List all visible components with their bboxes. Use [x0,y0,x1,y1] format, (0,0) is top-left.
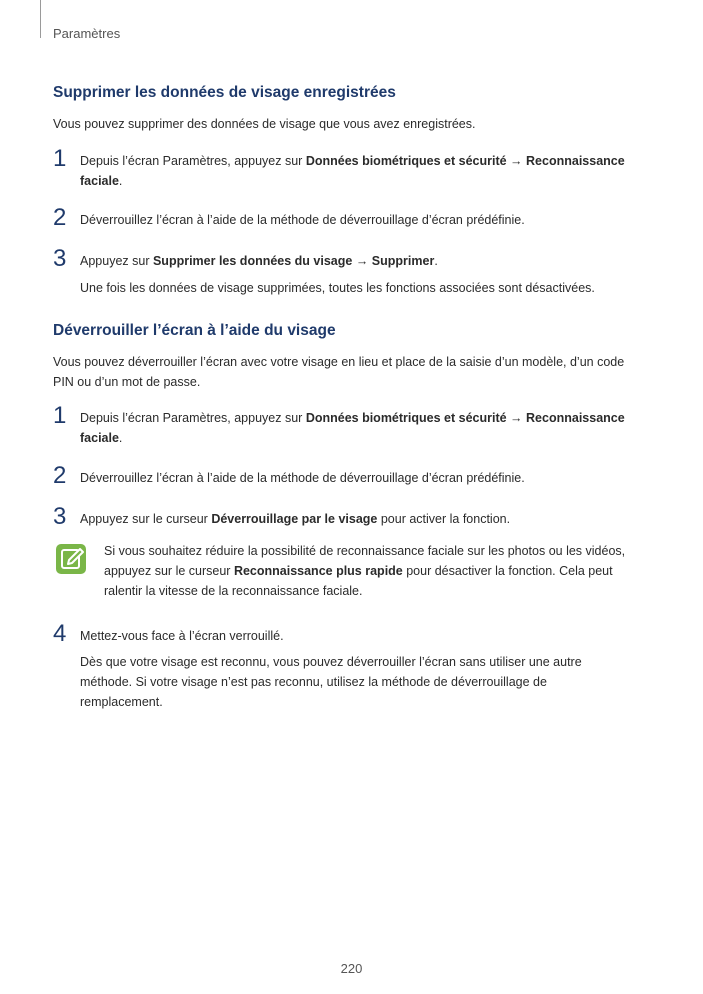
section-title-unlock: Déverrouiller l’écran à l’aide du visage [53,322,336,339]
step-text: Mettez-vous face à l’écran verrouillé. [80,629,284,643]
step-number: 2 [53,204,67,231]
step-text: Déverrouillez l’écran à l’aide de la méthode de déverrouillage d’écran prédéfinie. [80,471,525,485]
page-number: 220 [340,961,363,976]
note-pencil-icon [55,543,87,575]
step-text: Appuyez sur Supprimer les données du visage → Supprimer. [80,254,438,268]
step-number: 2 [53,462,67,489]
section-intro-delete: Vous pouvez supprimer des données de visage que vous avez enregistrées. [53,117,476,131]
note-text: Si vous souhaitez réduire la possibilité de reconnaissance faciale sur les photos ou les vidéos, appuyez sur le curseur Reconnaissance plus rapide pour désactiver la fonction. Cela peut ralentir la vitesse de la reconnaissance faciale. [104,544,626,598]
step-text: Depuis l’écran Paramètres, appuyez sur Données biométriques et sécurité → Reconnaissance faciale. [80,411,625,445]
step-number: 3 [53,245,67,272]
step-number: 1 [53,145,67,172]
step-4-unlock-detail: Dès que votre visage est reconnu, vous pouvez déverrouiller l’écran sans utiliser une autre méthode. Si votre visage n’est pas reconnu, utilisez la méthode de déverrouillage de remplacement. [80,655,582,709]
header-title: Paramètres [53,26,121,41]
step-text: Déverrouillez l’écran à l’aide de la méthode de déverrouillage d’écran prédéfinie. [80,213,525,227]
step-number: 4 [53,620,67,647]
step-3-delete-detail: Une fois les données de visage supprimées, toutes les fonctions associées sont désactivées. [80,281,595,295]
step-number: 1 [53,402,67,429]
step-text: Appuyez sur le curseur Déverrouillage par le visage pour activer la fonction. [80,512,511,526]
step-number: 3 [53,503,67,530]
section-title-delete: Supprimer les données de visage enregistrées [53,84,396,101]
step-text: Depuis l’écran Paramètres, appuyez sur Données biométriques et sécurité → Reconnaissance faciale. [80,154,625,188]
section-intro-unlock: Vous pouvez déverrouiller l’écran avec votre visage en lieu et place de la saisie d’un modèle, d’un code PIN ou d’un mot de passe. [53,355,625,389]
header-rule [40,0,41,38]
